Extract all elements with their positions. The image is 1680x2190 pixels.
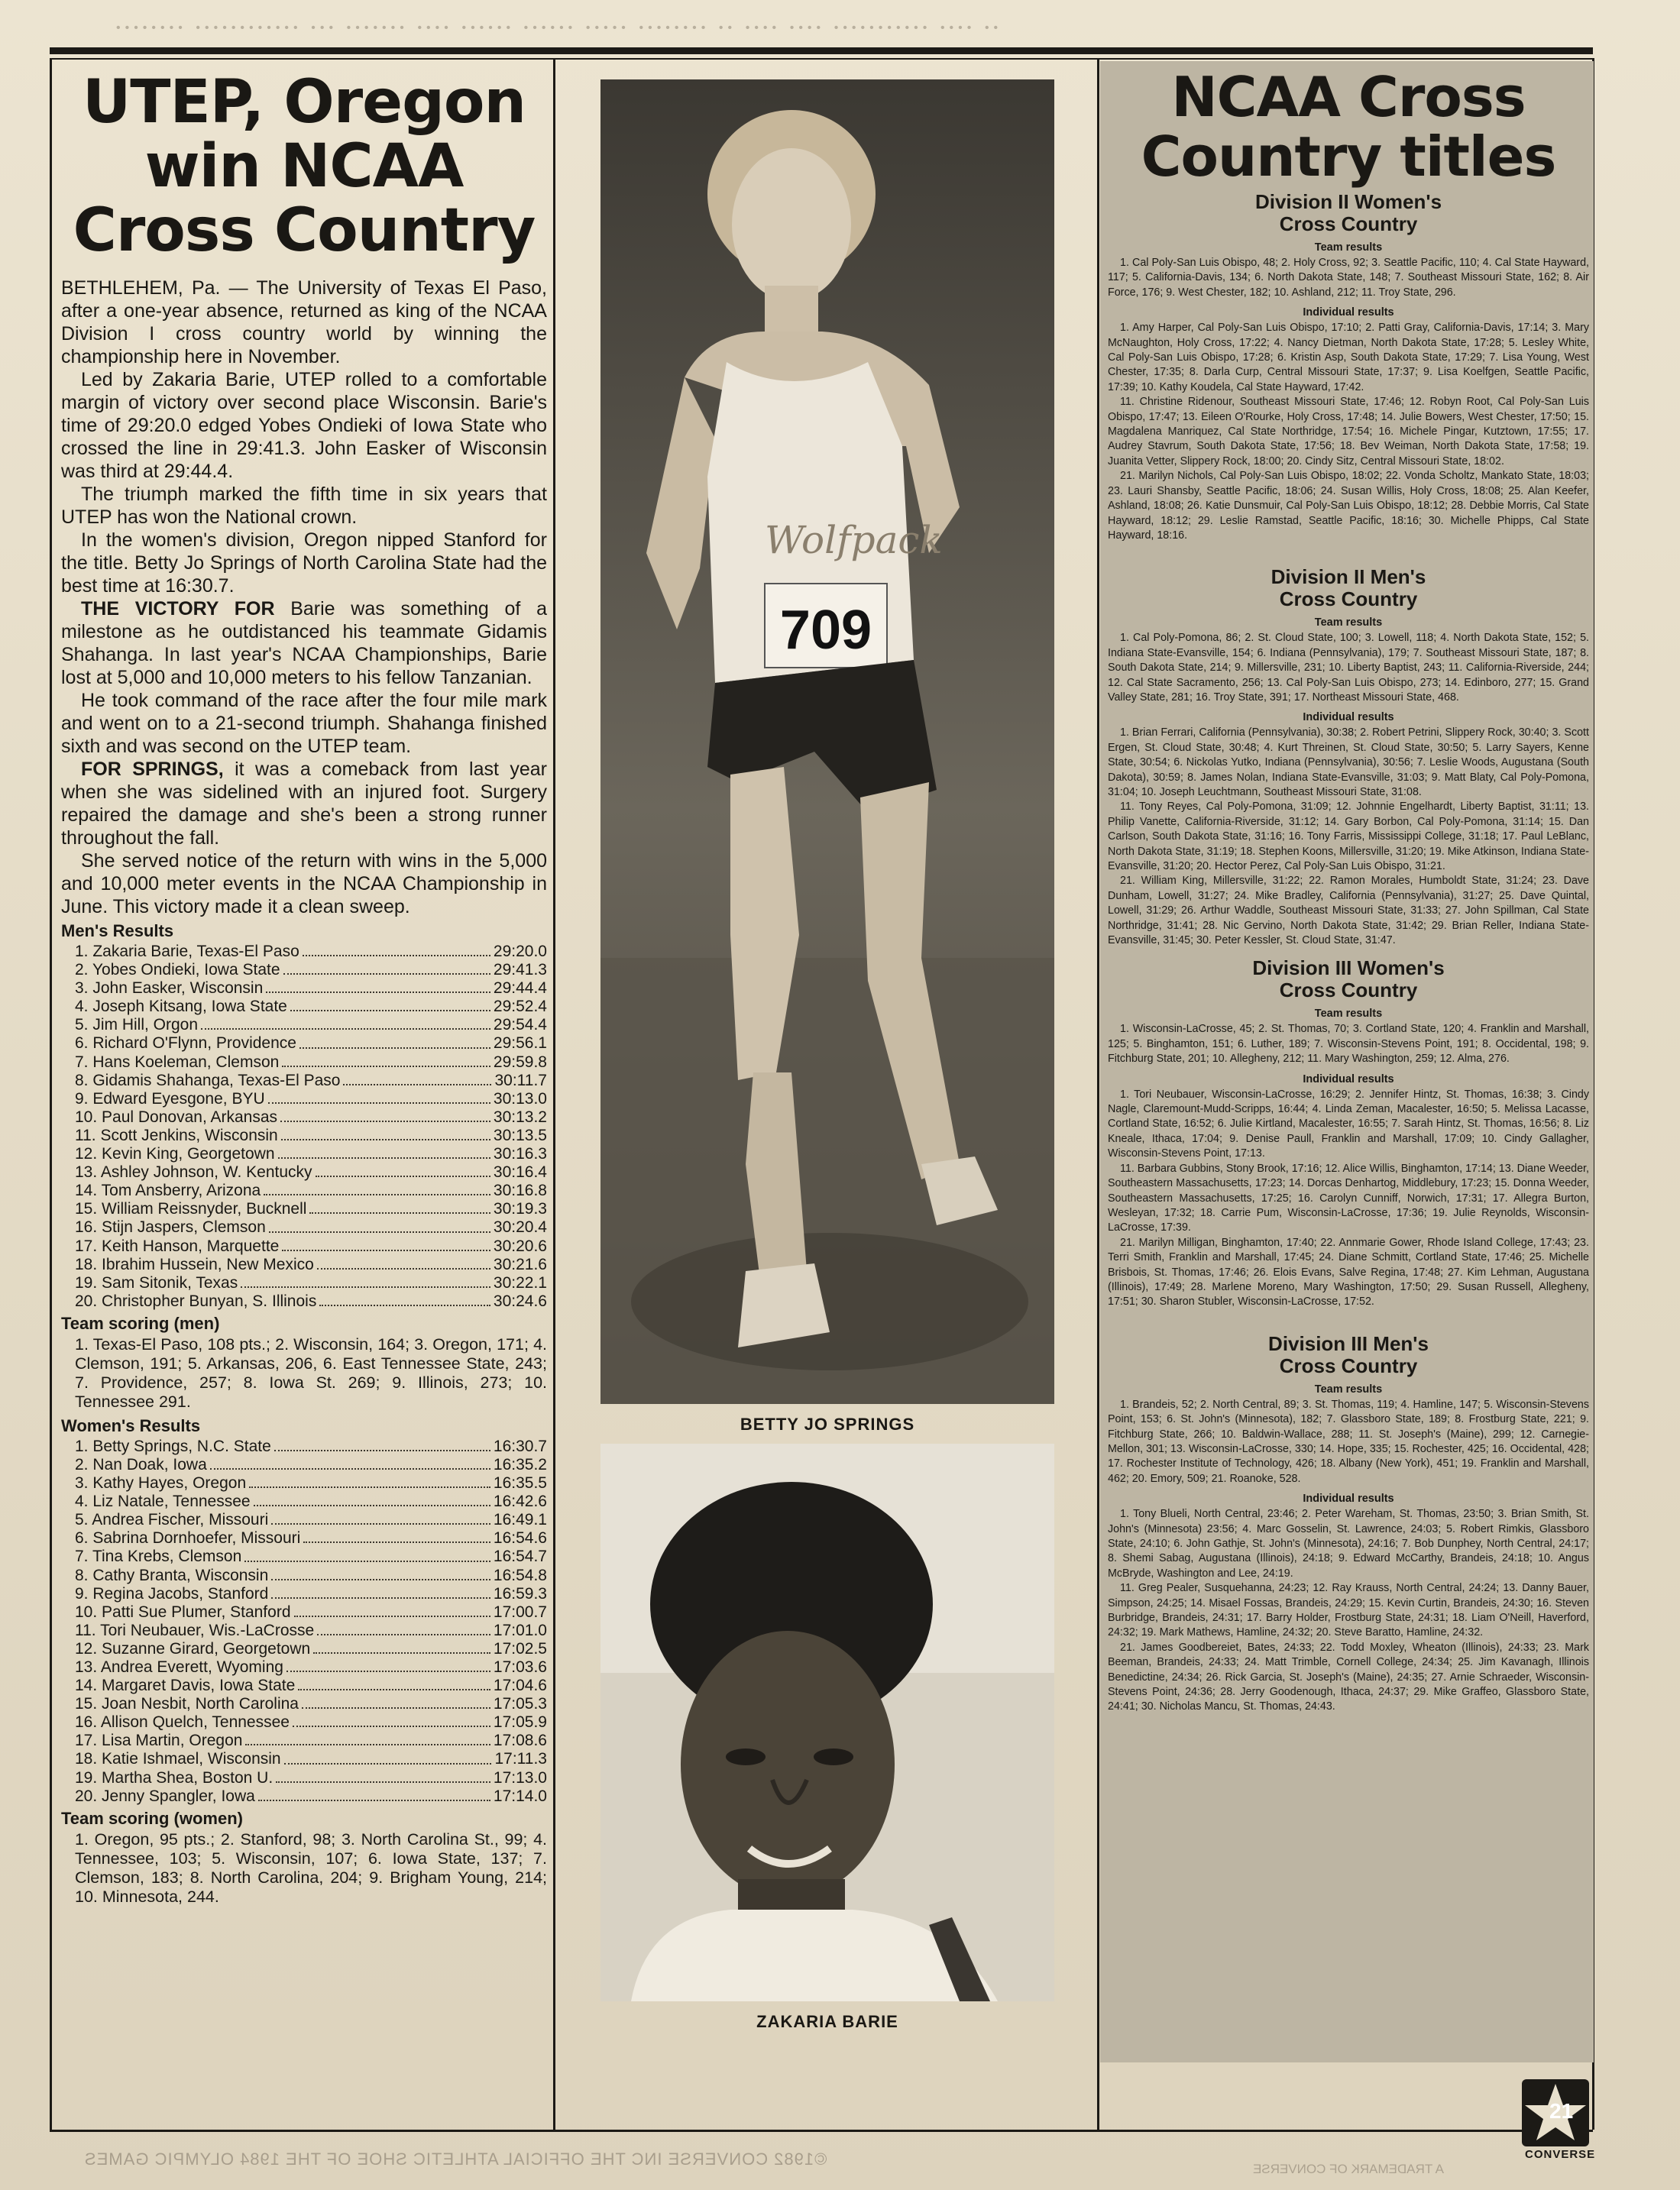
leader-dots — [313, 1640, 490, 1654]
result-row — [75, 979, 547, 998]
result-name: 20. Jenny Spangler, Iowa — [75, 1787, 255, 1805]
leader-dots — [302, 1695, 490, 1709]
result-name: 11. Tori Neubauer, Wis.-LaCrosse — [75, 1621, 315, 1639]
result-time: 30:19.3 — [493, 1200, 547, 1218]
leader-dots — [317, 1622, 490, 1635]
bleed-through-text: •••••••• •••••••••••• ••• ••••••• •••• •••••• •••••• ••••• •••••••• •• •••• •••• ••••••••••• •••• •• — [115, 21, 1002, 35]
result-time: 29:59.8 — [493, 1053, 547, 1071]
result-time: 17:02.5 — [493, 1639, 547, 1658]
leader-dots — [241, 1274, 490, 1288]
womens-results-heading: Women's Results — [61, 1415, 201, 1435]
division-title: Division II Women's — [1254, 190, 1442, 213]
result-time: 16:35.2 — [493, 1455, 547, 1473]
leader-dots — [343, 1072, 491, 1085]
result-row — [75, 1072, 547, 1090]
leader-dots — [309, 1200, 490, 1214]
sidebar-headline — [1108, 65, 1589, 189]
individual-results-text: 21. Marilyn Milligan, Binghamton, 17:40; 22. Annmarie Gower, Rhode Island College, 17:43; 23. Terri Smith, Franklin and Marshall, 17:45; 24. Diane Schmitt, Cortland State, 17:46; 25. Michelle Brisbois, St. Thomas, 17:46; 26. Elois Evans, Salve Regina, 17:48; 27. Kim Lehman, Augustana (Illinois), 17:49; 28. Marlene Moreno, Mary Washington, 17:50; 29. Susan Russell, Allegheny, 17:51; 30. Sharon Stubler, Wisconsin-LaCrosse, 17:52. — [1108, 1236, 1589, 1309]
division-title: Division III Men's — [1268, 1331, 1429, 1355]
division-section — [1108, 957, 1589, 1309]
result-name: 15. Joan Nesbit, North Carolina — [75, 1695, 299, 1713]
leader-dots — [269, 1218, 490, 1232]
team-results-text: 1. Cal Poly-San Luis Obispo, 48; 2. Holy Cross, 92; 3. Seattle Pacific, 110; 4. Cal State Hayward, 117; 5. California-Davis, 134; 6. North Dakota State, 148; 7. Southeast Missouri State, 162; 8. Air Force, 176; 9. West Chester, 182; 10. Ashland, 212; 11. Troy State, 296. — [1108, 257, 1589, 299]
result-time: 29:52.4 — [493, 998, 547, 1016]
result-time: 17:01.0 — [493, 1621, 547, 1639]
leader-dots — [276, 1769, 490, 1783]
leader-dots — [271, 1511, 490, 1525]
result-row — [75, 1787, 547, 1806]
singlet-text: Wolfpack — [765, 518, 943, 562]
individual-results-label: Individual results — [1303, 1493, 1394, 1506]
result-name: 20. Christopher Bunyan, S. Illinois — [75, 1292, 317, 1310]
result-name: 1. Zakaria Barie, Texas-El Paso — [75, 943, 299, 960]
result-row — [75, 961, 547, 979]
result-name: 16. Stijn Jaspers, Clemson — [75, 1218, 266, 1237]
article-paragraph: BETHLEHEM, Pa. — The University of Texas El Paso, after a one-year absence, returned as king of the NCAA Division I cross country world by winning the championship here in November. — [61, 277, 547, 367]
result-row — [75, 1474, 547, 1493]
result-row — [75, 1016, 547, 1034]
result-name: 18. Katie Ishmael, Wisconsin — [75, 1750, 281, 1768]
result-time: 30:16.4 — [493, 1163, 547, 1182]
result-row — [75, 1200, 547, 1218]
leader-dots — [286, 1658, 490, 1672]
titles-sidebar — [1108, 67, 1589, 1715]
result-row — [75, 1274, 547, 1292]
bottom-rule — [50, 2130, 1593, 2132]
result-row — [75, 1292, 547, 1311]
team-results-text: 1. Brandeis, 52; 2. North Central, 89; 3. St. Thomas, 119; 4. Hamline, 147; 5. Wisconsin-Stevens Point, 153; 6. St. John's (Minnesota), 182; 7. Glassboro State, 189; 8. Frostburg State, 221; 9. Fitchburg State, 266; 10. Baldwin-Wallace, 288; 11. St. Joseph's (Maine), 299; 12. Carnegie-Mellon, 301; 13. Wisconsin-LaCrosse, 330; 14. Hope, 335; 15. Rochester, 425; 16. Occidental, 428; 17. Rochester Institute of Technology, 426; 18. Albany (New York), 451; 19. Franklin and Marshall, 462; 20. Emory, 509; 21. Roanoke, 528. — [1108, 1398, 1589, 1485]
result-row — [75, 1548, 547, 1566]
result-time: 29:54.4 — [493, 1016, 547, 1034]
result-name: 5. Jim Hill, Orgon — [75, 1016, 199, 1034]
result-name: 19. Martha Shea, Boston U. — [75, 1768, 274, 1787]
result-time: 30:13.2 — [493, 1108, 547, 1126]
result-row — [75, 1256, 547, 1274]
result-row — [75, 1603, 547, 1622]
leader-dots — [271, 1585, 490, 1599]
result-name: 13. Andrea Everett, Wyoming — [75, 1658, 283, 1676]
result-time: 16:35.5 — [493, 1474, 547, 1493]
bleed-through-footer: A TRADEMARK OF CONVERSE — [1253, 2162, 1445, 2176]
result-name: 18. Ibrahim Hussein, New Mexico — [75, 1255, 314, 1273]
team-results-label: Team results — [1314, 616, 1383, 629]
result-time: 30:16.3 — [493, 1145, 547, 1163]
division-section — [1108, 191, 1589, 543]
result-row — [75, 1145, 547, 1163]
leader-dots — [284, 1750, 492, 1764]
result-time: 30:13.0 — [493, 1089, 547, 1108]
leader-dots — [258, 1787, 490, 1801]
leader-dots — [281, 1127, 490, 1140]
result-name: 19. Sam Sitonik, Texas — [75, 1273, 238, 1292]
result-time: 16:59.3 — [493, 1584, 547, 1603]
division-title: Cross Country — [1279, 587, 1418, 611]
result-row — [75, 1695, 547, 1713]
result-row — [75, 1127, 547, 1145]
result-row — [75, 1053, 547, 1072]
leader-dots — [293, 1713, 490, 1727]
leader-dots — [316, 1163, 490, 1177]
team-results-label: Team results — [1314, 1383, 1383, 1396]
result-time: 30:16.8 — [493, 1182, 547, 1200]
paragraph-text: Barie was something of a milestone as he outdistanced his teammate Gidamis Shahanga. In last year's NCAA Championships, Barie lost at 5,000 and 10,000 meters to his fellow Tanzanian. — [61, 598, 547, 688]
result-name: 5. Andrea Fischer, Missouri — [75, 1511, 269, 1529]
result-time: 30:20.4 — [493, 1218, 547, 1237]
result-name: 16. Allison Quelch, Tennessee — [75, 1713, 290, 1732]
left-border — [50, 58, 52, 2130]
result-time: 29:20.0 — [493, 943, 547, 960]
mens-scoring-heading: Team scoring (men) — [61, 1313, 220, 1333]
paragraph-text: it was a comeback from last year when she was sidelined with an injured foot. Surgery repaired the damage and she's been a strong runner throughout the fall. — [61, 759, 547, 849]
womens-scoring-heading: Team scoring (women) — [61, 1808, 243, 1828]
leader-dots — [290, 998, 490, 1011]
result-name: 14. Margaret Davis, Iowa State — [75, 1677, 296, 1695]
individual-results-text: 11. Tony Reyes, Cal Poly-Pomona, 31:09; 12. Johnnie Engelhardt, Liberty Baptist, 31:11; 13. Philip Vanette, California-Riverside, 31:12; 14. Gary Borbon, Cal Poly-Pomona, 31:14; 15. Dan Carlson, South Dakota State, 31:16; 16. Tony Farris, Mississippi College, 31:18; 17. Paul LeBlanc, North Dakota State, 31:19; 18. Stephen Koons, Millersville, 31:20; 19. Mike Atkinson, Indiana State-Evansville, 31:20; 20. Hector Perez, Cal Poly-San Luis Obispo, 31:21. — [1108, 801, 1589, 872]
result-time: 17:08.6 — [493, 1732, 547, 1750]
result-time: 29:56.1 — [493, 1034, 547, 1053]
individual-results-text: 1. Amy Harper, Cal Poly-San Luis Obispo, 17:10; 2. Patti Gray, California-Davis, 17:14; 3. Mary McNaughton, Holy Cross, 17:22; 4. Nancy Dietman, North Dakota State, 17:28; 5. Lesley White, Cal Poly-San Luis Obispo, 17:28; 6. Kristin Asp, South Dakota State, 17:29; 7. Lisa Young, West Chester, 17:35; 8. Darla Curp, Central Missouri State, 17:37; 9. Lisa Koelfgen, Seattle Pacific, 17:39; 10. Kathy Koudela, Cal State Hayward, 17:42. — [1108, 322, 1589, 393]
leader-dots — [245, 1732, 490, 1745]
article-body — [61, 277, 547, 918]
result-time: 17:04.6 — [493, 1677, 547, 1695]
individual-results-text: 21. Marilyn Nichols, Cal Poly-San Luis Obispo, 18:02; 22. Vonda Scholtz, Mankato State, 18:03; 23. Lauri Shansby, Seattle Pacific, 18:06; 24. Susan Willis, Holy Cross, 18:08; 25. Alan Keefer, Ashland, 18:08; 26. Katie Dunsmuir, Cal Poly-San Luis Obispo, 18:12; 28. Debbie Morris, Cal State Hayward, 18:12; 29. Leslie Ramstad, Seattle Pacific, 18:16; 30. Michelle Phipps, Cal State Hayward, 18:16. — [1108, 470, 1589, 542]
team-results-text: 1. Wisconsin-LaCrosse, 45; 2. St. Thomas, 70; 3. Cortland State, 120; 4. Franklin and Marshall, 125; 5. Binghamton, 151; 6. Luther, 189; 7. Wisconsin-Stevens Point, 191; 8. Occidental, 198; 9. Fitchburg State, 201; 10. Allegheny, 212; 11. Mary Washington, 259; 12. Alma, 276. — [1108, 1023, 1589, 1066]
result-name: 12. Kevin King, Georgetown — [75, 1145, 275, 1163]
result-time: 30:24.6 — [493, 1292, 547, 1310]
article-paragraph — [61, 597, 547, 689]
result-time: 17:05.3 — [493, 1695, 547, 1713]
division-title: Cross Country — [1279, 1354, 1418, 1377]
headline-line: Country titles — [1141, 125, 1556, 189]
individual-results-text: 11. Barbara Gubbins, Stony Brook, 17:16; 12. Alice Willis, Binghamton, 17:14; 13. Diane Weeder, Southeastern Massachusetts, 17:23; 14. Dorcas Denhartog, Middlebury, 17:23; 15. Donna Weeder, Southeastern Massachusetts, 17:25; 16. Carolyn Cunniff, Norwich, 17:31; 17. Allegra Burton, Wesleyan, 17:32; 18. Carrie Pum, Wisconsin-LaCrosse, 17:36; 19. Julie Reynolds, Wisconsin-LaCrosse, 17:39. — [1108, 1162, 1589, 1234]
result-row — [75, 1163, 547, 1182]
result-row — [75, 1511, 547, 1529]
paragraph-lead-in: FOR SPRINGS, — [81, 759, 224, 780]
mens-results-list — [75, 943, 547, 1311]
article-paragraph: Led by Zakaria Barie, UTEP rolled to a comfortable margin of victory over second place Wisconsin. Barie's time of 29:20.0 edged Yobes Ondieki of Iowa State who crossed the line in 29:41.3. John Easker of Wisconsin was third at 29:44.4. — [61, 369, 547, 482]
result-row — [75, 1237, 547, 1256]
result-time: 30:11.7 — [494, 1071, 547, 1089]
article-paragraph: She served notice of the return with wins in the 5,000 and 10,000 meter events in the NCAA Championship in June. This victory made it a clean sweep. — [61, 850, 547, 917]
bib-number: 709 — [779, 600, 872, 661]
page-number: 21 — [1549, 2099, 1574, 2123]
result-time: 17:03.6 — [493, 1658, 547, 1676]
individual-results-text: 21. William King, Millersville, 31:22; 22. Ramon Morales, Humboldt State, 31:24; 23. Dave Dunham, Lowell, 31:27; 24. Mike Bradley, California (Pennsylvania), 31:27; 25. Dave Quintal, Lowell, 31:29; 26. Arthur Waddle, Southeast Missouri State, 31:33; 27. John Spillman, Cal State Northridge, 31:41; 28. Nic Gervino, North Dakota State, 31:42; 29. Brian Reller, Indiana State-Evansville, 31:45; 30. Peter Kessler, St. Cloud State, 31:47. — [1108, 875, 1589, 947]
result-name: 17. Lisa Martin, Oregon — [75, 1732, 243, 1750]
result-name: 6. Sabrina Dornhoefer, Missouri — [75, 1529, 301, 1548]
headline-line: win NCAA — [144, 132, 464, 201]
result-row — [75, 1493, 547, 1511]
result-time: 16:54.7 — [493, 1548, 547, 1566]
individual-results-text: 1. Tori Neubauer, Wisconsin-LaCrosse, 16:29; 2. Jennifer Hintz, St. Thomas, 16:38; 3. Cindy Nagle, Claremount-Mudd-Scripps, 16:44; 4. Linda Zeman, Macalester, 16:50; 5. Melissa Lacasse, Cortland State, 16:52; 6. Julie Kirtland, Macalester, 16:55; 7. Sarah Hintz, St. Thomas, 16:56; 8. Liz Kneale, Ithaca, 17:04; 9. Denise Paull, Franklin and Marshall, 17:09; 10. Cindy Gallagher, Wisconsin-Stevens Point, 17:13. — [1108, 1088, 1589, 1160]
result-row — [75, 1218, 547, 1237]
result-row — [75, 1750, 547, 1768]
result-time: 30:20.6 — [493, 1237, 547, 1255]
leader-dots — [271, 1567, 490, 1580]
individual-results-label: Individual results — [1303, 306, 1394, 319]
result-time: 30:13.5 — [493, 1126, 547, 1144]
result-name: 9. Regina Jacobs, Stanford — [75, 1584, 269, 1603]
result-time: 29:44.4 — [493, 979, 547, 998]
article-paragraph: The triumph marked the fifth time in six years that UTEP has won the National crown. — [61, 484, 547, 528]
photo-betty-jo-springs — [600, 79, 1054, 1404]
result-row — [75, 1585, 547, 1603]
division-title: Cross Country — [1279, 979, 1418, 1002]
womens-scoring-text: 1. Oregon, 95 pts.; 2. Stanford, 98; 3. North Carolina St., 99; 4. Tennessee, 103; 5. Wisconsin, 107; 6. Iowa State, 137; 7. Clemson, 183; 8. North Carolina, 204; 9. Brigham Young, 214; 10. Minnesota, 244. — [75, 1829, 547, 1906]
result-name: 7. Tina Krebs, Clemson — [75, 1548, 242, 1566]
result-row — [75, 1108, 547, 1127]
division-title: Division III Women's — [1252, 956, 1445, 980]
leader-dots — [319, 1292, 490, 1306]
result-name: 2. Nan Doak, Iowa — [75, 1455, 207, 1473]
result-name: 4. Liz Natale, Tennessee — [75, 1493, 251, 1511]
leader-dots — [294, 1603, 490, 1617]
leader-dots — [274, 1438, 490, 1451]
result-name: 8. Gidamis Shahanga, Texas-El Paso — [75, 1071, 341, 1089]
result-name: 2. Yobes Ondieki, Iowa State — [75, 961, 280, 979]
leader-dots — [210, 1456, 490, 1470]
division-title: Cross Country — [1279, 212, 1418, 235]
top-rule-thin — [50, 58, 1593, 60]
leader-dots — [299, 1034, 490, 1048]
individual-results-text: 1. Tony Blueli, North Central, 23:46; 2. Peter Wareham, St. Thomas, 23:50; 3. Brian Smith, St. John's (Minnesota) 23:56; 4. Marc Gosselin, St. Lawrence, 24:03; 5. Robert Rimkis, Glassboro State, 24:10; 6. John Gathje, St. John's (Minnesota), 24:16; 7. Bob Dunphey, North Central, 24:17; 8. Shemi Sabag, Augustana (Illinois), 24:18; 9. Edward McCarthy, Brandeis, 24:18; 10. Angus McBryde, Washington and Lee, 24:19. — [1108, 1508, 1589, 1580]
team-results-label: Team results — [1314, 1008, 1383, 1021]
leader-dots — [298, 1677, 490, 1690]
headline-line: UTEP, Oregon — [82, 68, 526, 137]
team-results-label: Team results — [1314, 241, 1383, 254]
article-paragraph: He took command of the race after the four mile mark and went on to a 21-second triumph. Shahanga finished sixth and was second on the UTEP team. — [61, 690, 547, 757]
individual-results-label: Individual results — [1303, 711, 1394, 724]
result-time: 16:30.7 — [493, 1437, 547, 1455]
result-row — [75, 1677, 547, 1695]
result-row — [75, 943, 547, 961]
result-name: 3. Kathy Hayes, Oregon — [75, 1474, 247, 1493]
result-row — [75, 1529, 547, 1548]
article-headline — [61, 70, 547, 263]
result-row — [75, 1438, 547, 1456]
result-row — [75, 1456, 547, 1474]
result-name: 3. John Easker, Wisconsin — [75, 979, 264, 998]
result-time: 17:05.9 — [493, 1713, 547, 1732]
brand-name: CONVERSE — [1525, 2148, 1596, 2161]
result-row — [75, 1640, 547, 1658]
individual-results-text: 1. Brian Ferrari, California (Pennsylvania), 30:38; 2. Robert Petrini, Slippery Rock, 30:40; 3. Scott Ergen, St. Cloud State, 30:48; 4. Kurt Threinen, St. Cloud State, 30:50; 5. Larry Sayers, Kenne State, 30:54; 6. Nickolas Yutko, Indiana (Pennsylvania), 30:56; 7. Leslie Woods, Augustana (South Dakota), 30:59; 8. James Nolan, Indiana State-Evansville, 31:03; 9. Matt Blaty, Cal Poly-Pomona, 31:04; 10. Joseph Leuchtmann, Southeast Missouri State, 31:08. — [1108, 726, 1589, 798]
paragraph-lead-in: THE VICTORY FOR — [81, 598, 275, 619]
result-time: 17:11.3 — [494, 1750, 547, 1768]
leader-dots — [249, 1474, 490, 1488]
leader-dots — [303, 943, 490, 956]
leader-dots — [244, 1548, 490, 1561]
result-name: 4. Joseph Kitsang, Iowa State — [75, 998, 287, 1016]
result-name: 8. Cathy Branta, Wisconsin — [75, 1566, 269, 1584]
result-name: 10. Paul Donovan, Arkansas — [75, 1108, 278, 1126]
result-row — [75, 1567, 547, 1585]
result-name: 10. Patti Sue Plumer, Stanford — [75, 1603, 291, 1621]
result-name: 7. Hans Koeleman, Clemson — [75, 1053, 280, 1071]
result-name: 15. William Reissnyder, Bucknell — [75, 1200, 307, 1218]
result-row — [75, 1090, 547, 1108]
result-row — [75, 1658, 547, 1677]
leader-dots — [317, 1256, 490, 1270]
leader-dots — [254, 1493, 490, 1506]
leader-dots — [264, 1182, 490, 1195]
top-rule — [50, 47, 1593, 54]
bleed-through-footer: ©1982 CONVERSE INC THE OFFICIAL ATHLETIC SHOE OF THE 1984 OLYMPIC GAMES — [84, 2150, 827, 2169]
result-time: 16:49.1 — [493, 1511, 547, 1529]
result-time: 16:54.8 — [493, 1566, 547, 1584]
result-name: 17. Keith Hanson, Marquette — [75, 1237, 280, 1255]
result-name: 12. Suzanne Girard, Georgetown — [75, 1639, 311, 1658]
division-title: Division II Men's — [1271, 565, 1426, 589]
leader-dots — [278, 1145, 490, 1159]
headline-line: NCAA Cross — [1171, 65, 1526, 129]
team-results-text: 1. Cal Poly-Pomona, 86; 2. St. Cloud State, 100; 3. Lowell, 118; 4. North Dakota State, 152; 5. Indiana State-Evansville, 154; 6. Indiana (Pennsylvania), 179; 7. Southeast Missouri State, 187; 8. South Dakota State, 214; 9. Millersville, 231; 10. Liberty Baptist, 243; 11. California-Riverside, 244; 12. Cal State Sacramento, 256; 13. Cal Poly-San Luis Obispo, 273; 14. Edinboro, 277; 15. Grand Valley State, 281; 16. Troy State, 391; 17. Northeast Missouri State, 468. — [1108, 632, 1589, 704]
portrait-photo-illustration — [600, 1444, 1054, 2001]
runner-photo-illustration — [600, 79, 1054, 1404]
individual-results-label: Individual results — [1303, 1072, 1394, 1085]
result-row — [75, 1769, 547, 1787]
result-time: 30:21.6 — [493, 1255, 547, 1273]
photo-caption: BETTY JO SPRINGS — [740, 1415, 915, 1434]
mens-scoring-text: 1. Texas-El Paso, 108 pts.; 2. Wisconsin, 164; 3. Oregon, 171; 4. Clemson, 191; 5. Arkansas, 206, 6. East Tennessee State, 243; 7. Providence, 257; 8. Iowa St. 269; 9. Illinois, 273; 10. Tennessee 291. — [75, 1334, 547, 1411]
article-column — [61, 70, 547, 1911]
result-time: 17:13.0 — [493, 1768, 547, 1787]
result-row — [75, 1622, 547, 1640]
result-name: 1. Betty Springs, N.C. State — [75, 1437, 271, 1455]
individual-results-text: 11. Greg Pealer, Susquehanna, 24:23; 12. Ray Krauss, North Central, 24:24; 13. Danny Bauer, Simpson, 24:25; 14. Misael Fossas, Brandeis, 24:29; 15. Kevin Curtin, Brandeis, 24:30; 16. Steven Burbridge, Brandeis, 24:31; 17. Barry Holder, Frostburg State, 24:31; 18. Liam O'Neill, Haverford, 24:32; 19. Mark Mathews, Hamline, 24:32; 20. Steve Baratto, Hamline, 24:32. — [1108, 1582, 1589, 1639]
leader-dots — [283, 961, 490, 975]
column-rule-2 — [1097, 58, 1099, 2130]
division-section — [1108, 566, 1589, 948]
result-row — [75, 1034, 547, 1053]
photo-caption: ZAKARIA BARIE — [756, 2012, 898, 2031]
result-row — [75, 998, 547, 1016]
womens-results-list — [75, 1438, 547, 1806]
headline-line: Cross Country — [73, 196, 536, 265]
result-time: 16:42.6 — [493, 1493, 547, 1511]
result-row — [75, 1732, 547, 1750]
result-name: 9. Edward Eyesgone, BYU — [75, 1089, 265, 1108]
leader-dots — [282, 1237, 490, 1251]
result-name: 14. Tom Ansberry, Arizona — [75, 1182, 261, 1200]
mens-results-heading: Men's Results — [61, 921, 174, 940]
individual-results-text: 11. Christine Ridenour, Southeast Missouri State, 17:46; 12. Robyn Root, Cal Poly-San Luis Obispo, 17:47; 13. Eileen O'Rourke, Holy Cross, 17:48; 14. Julie Bowers, West Chester, 17:50; 15. Magdalena Manriquez, Cal State Northridge, 17:54; 16. Michele Pingar, Kutztown, 17:55; 17. Audrey Stavrum, South Dakota State, 17:56; 18. Bev Weiman, North Dakota State, 17:58; 19. Juanita Vetter, Slippery Rock, 18:00; 20. Cindy Sitz, Central Missouri State, 18:02. — [1108, 396, 1589, 467]
article-paragraph: In the women's division, Oregon nipped Stanford for the title. Betty Jo Springs of North Carolina State had the best time at 16:30.7. — [61, 529, 547, 597]
result-name: 11. Scott Jenkins, Wisconsin — [75, 1126, 278, 1144]
result-time: 30:22.1 — [493, 1273, 547, 1292]
leader-dots — [268, 1090, 490, 1104]
leader-dots — [282, 1053, 490, 1067]
result-name: 6. Richard O'Flynn, Providence — [75, 1034, 296, 1053]
article-paragraph — [61, 758, 547, 849]
leader-dots — [266, 979, 490, 993]
result-time: 17:14.0 — [493, 1787, 547, 1805]
result-time: 17:00.7 — [493, 1603, 547, 1621]
leader-dots — [303, 1529, 490, 1543]
result-row — [75, 1713, 547, 1732]
individual-results-text: 21. James Goodbereiet, Bates, 24:33; 22. Todd Moxley, Wheaton (Illinois), 24:33; 23. Mark Beeman, Brandeis, 24:33; 24. Matt Trimble, Cornell College, 24:34; 25. Jim Kavanagh, Illinois Benedictine, 24:34; 26. Rick Garcia, St. Joseph's (Maine), 24:35; 27. Arnie Schraeder, Wisconsin-Stevens Point, 24:36; 28. Jerry Goodenough, Ithaca, 24:37; 29. Mike Graffeo, Glassboro State, 24:41; 30. Nicholas Mancu, St. Thomas, 24:43. — [1108, 1641, 1589, 1713]
result-time: 16:54.6 — [493, 1529, 547, 1548]
division-section — [1108, 1333, 1589, 1715]
result-name: 13. Ashley Johnson, W. Kentucky — [75, 1163, 312, 1182]
leader-dots — [201, 1016, 490, 1030]
result-time: 29:41.3 — [493, 961, 547, 979]
leader-dots — [280, 1108, 490, 1122]
photo-zakaria-barie — [600, 1444, 1054, 2001]
column-rule-1 — [553, 58, 555, 2130]
result-row — [75, 1182, 547, 1200]
